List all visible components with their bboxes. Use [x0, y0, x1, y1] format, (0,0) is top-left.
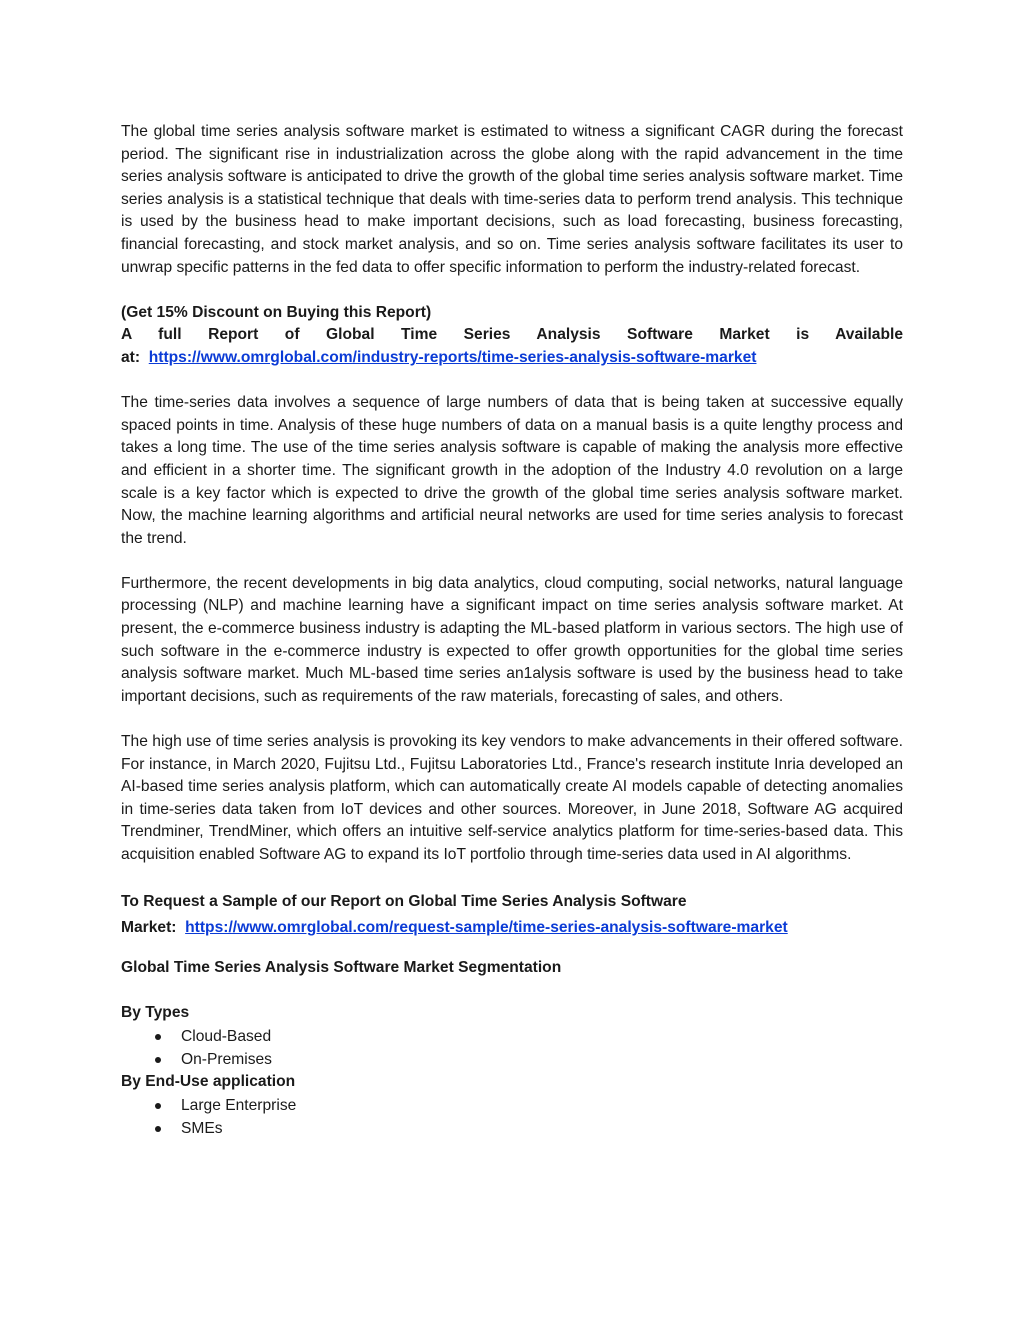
bullet-icon: [155, 1103, 161, 1109]
bullet-icon: [155, 1126, 161, 1132]
time-series-data-paragraph: The time-series data involves a sequence of large numbers of data that is being taken at successive equally spaced points in time. Analysis of these huge numbers of data on a manual basis is a quite lengthy process and takes a long time. The use of the time series analysis software is capable of making the analysis more effective and efficient in a shorter time. The significant growth in the adoption of the Industry 4.0 revolution on a large scale is a key factor which is expected to drive the growth of the global time series analysis software market. Now, the machine learning algorithms and artificial neural networks are used for time series analysis to forecast the trend.: [121, 394, 903, 547]
list-item-label: On-Premises: [181, 1050, 272, 1068]
by-end-use-heading: By End-Use application: [121, 1072, 296, 1090]
sample-link[interactable]: https://www.omrglobal.com/request-sample/time-series-analysis-software-market: [185, 919, 788, 937]
bullet-icon: [155, 1034, 161, 1040]
discount-heading: (Get 15% Discount on Buying this Report): [121, 303, 432, 321]
list-item: [121, 1094, 903, 1117]
list-item: [121, 1025, 903, 1048]
report-link-prefix: at:: [121, 348, 141, 366]
intro-paragraph: The global time series analysis software market is estimated to witness a significant CAGR during the forecast period. The significant rise in industrialization across the globe along with the rapid advancement in the time series analysis software is anticipated to drive the growth of the global time series analysis software market. Time series analysis is a statistical technique that deals with time-series data to perform trend analysis. This technique is used by the business head to make important decisions, such as load forecasting, business forecasting, financial forecasting, and stock market analysis, and so on. Time series analysis software facilitates its user to unwrap specific patterns in the fed data to offer specific information to perform the industry-related forecast.: [121, 123, 903, 276]
report-availability-line: A full Report of Global Time Series Analysis Software Market is Available: [121, 326, 903, 344]
list-item-label: Large Enterprise: [181, 1096, 297, 1114]
document-page: [121, 121, 903, 1140]
list-item: [121, 1048, 903, 1071]
by-end-use-list: [121, 1094, 903, 1140]
discount-block: [121, 302, 903, 370]
sample-request-line: To Request a Sample of our Report on Global Time Series Analysis Software: [121, 893, 687, 911]
sample-link-line: [121, 915, 903, 941]
spacer: [121, 980, 903, 1003]
segmentation-title: Global Time Series Analysis Software Market Segmentation: [121, 959, 562, 977]
list-item-label: Cloud-Based: [181, 1027, 272, 1045]
list-item-label: SMEs: [181, 1119, 223, 1137]
bullet-icon: [155, 1057, 161, 1063]
sample-link-prefix: Market:: [121, 919, 177, 937]
sample-request-block: [121, 889, 903, 941]
by-types-heading: By Types: [121, 1004, 190, 1022]
report-link-line: [121, 347, 903, 370]
list-item: [121, 1117, 903, 1140]
vendors-paragraph: The high use of time series analysis is provoking its key vendors to make advancements in their offered software. For instance, in March 2020, Fujitsu Ltd., Fujitsu Laboratories Ltd., France's research institute Inria developed an AI-based time series analysis platform, which can automatically create AI models capable of detecting anomalies in time-series data taken from IoT devices and other sources. Moreover, in June 2018, Software AG acquired Trendminer, TrendMiner, which offers an intuitive self-service analytics platform for time-series-based data. This acquisition enabled Software AG to expand its IoT portfolio through time-series data used in AI algorithms.: [121, 733, 903, 863]
by-types-list: [121, 1025, 903, 1071]
developments-paragraph: Furthermore, the recent developments in big data analytics, cloud computing, social networks, natural language processing (NLP) and machine learning have a significant impact on time series analysis software market. At present, the e-commerce business industry is adapting the ML-based platform in various sectors. The high use of such software in the e-commerce industry is expected to offer growth opportunities for the global time series analysis software market. Much ML-based time series an1alysis software is used by the business head to take important decisions, such as requirements of the raw materials, forecasting of sales, and others.: [121, 574, 903, 705]
report-link[interactable]: https://www.omrglobal.com/industry-reports/time-series-analysis-software-market: [148, 348, 757, 366]
